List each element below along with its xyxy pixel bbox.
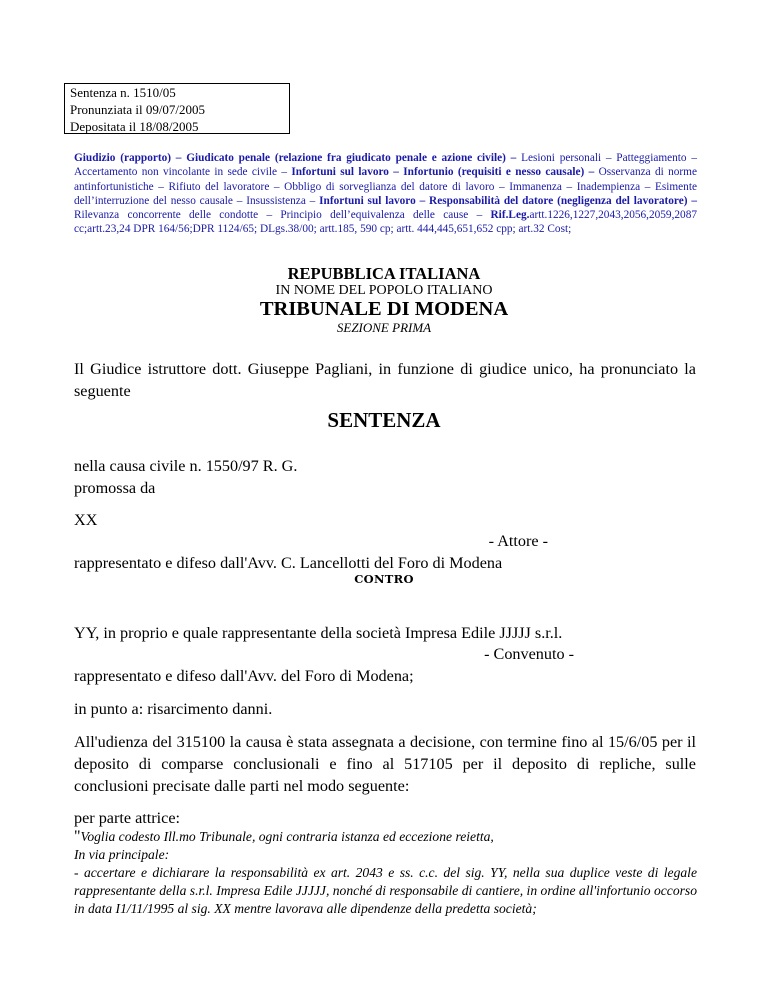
abstract-text-1: Lesioni personali – Patteggiamento – Accertamento non vincolante in sede civile –	[74, 152, 697, 179]
conclusion-text-1: Voglia codesto Ill.mo Tribunale, ogni contraria istanza ed eccezione reietta,	[80, 829, 494, 844]
causa-line-1: nella causa civile n. 1550/97 R. G.	[74, 457, 298, 475]
abstract-bold-4: Rif.Leg.	[482, 209, 530, 222]
convenuto-difeso: rappresentato e difeso dall'Avv. del Foro di Modena;	[74, 667, 414, 685]
conclusion-line-2: In via principale:	[74, 847, 170, 862]
conclusion-line-1	[74, 828, 697, 846]
abstract-text-2: Osservanza di norme antinfortunistiche – Rifiuto del lavoratore – Obbligo di sorveglianza del datore di lavoro – Immanenza – Inadempienza – Esimente dell’interruzione del nesso causale – Insussistenza –	[74, 166, 697, 207]
abstract-bold-3: Infortuni sul lavoro – Responsabilità del datore (negligenza del lavoratore) –	[315, 194, 698, 207]
heading-tribunale: TRIBUNALE DI MODENA	[259, 298, 509, 320]
sentence-number: Sentenza n. 1510/05	[70, 85, 176, 100]
abstract-bold-1: Giudizio (rapporto) – Giudicato penale (relazione fra giudicato penale e azione civile) –	[74, 152, 517, 164]
udienza-paragraph: All'udienza del 315100 la causa è stata assegnata a decisione, con termine fino al 15/6/05 per il deposito di comparse conclusionali e fino al 517105 per il deposito di repliche, sulle conclusioni precisate dalle parti nel modo seguente:	[74, 733, 696, 795]
heading-popolo: IN NOME DEL POPOLO ITALIANO	[275, 283, 493, 298]
opening-quote: "	[74, 828, 81, 845]
abstract-text-4: artt.1226,1227,2043,2056,2059,2087 cc;artt.23,24 DPR 164/56;DPR 1124/65; DLgs.38/00; artt.185, 590 cp; artt. 444,445,651,652 cpp; art.32 Cost;	[74, 209, 697, 236]
sentenza-title: SENTENZA	[327, 408, 441, 432]
parte-attrice-label: per parte attrice:	[74, 809, 181, 827]
conclusion-line-3: - accertare e dichiarare la responsabilità ex art. 2043 e ss. c.c. del sig. YY, nella sua duplice veste di legale rappresentante della s.r.l. Impresa Edile JJJJJ, nonché di responsabile di cantiere, in ordine all'infortunio occorso in data I1/11/1995 al sig. XX mentre lavorava alle dipendenze della predetta società;	[74, 865, 697, 916]
heading-sezione: SEZIONE PRIMA	[336, 320, 432, 335]
attore-role: - Attore -	[488, 532, 548, 550]
heading-repubblica: REPUBBLICA ITALIANA	[287, 264, 481, 283]
deposited-date: Depositata il 18/08/2005	[70, 119, 199, 134]
abstract-keywords	[74, 151, 697, 237]
convenuto-role: - Convenuto -	[484, 645, 574, 663]
punto-line: in punto a: risarcimento danni.	[74, 700, 273, 718]
pronounced-date: Pronunziata il 09/07/2005	[70, 102, 206, 117]
convenuto-name: YY, in proprio e quale rappresentante della società Impresa Edile JJJJJ s.r.l.	[74, 624, 563, 642]
attore-difeso: rappresentato e difeso dall'Avv. C. Lancellotti del Foro di Modena	[74, 554, 503, 572]
causa-line-2: promossa da	[74, 479, 156, 497]
contro-heading: CONTRO	[354, 572, 414, 586]
intro-paragraph: Il Giudice istruttore dott. Giuseppe Pagliani, in funzione di giudice unico, ha pronunciato la seguente	[74, 360, 696, 400]
abstract-text-3: Rilevanza concorrente delle condotte – Principio dell’equivalenza delle cause –	[74, 209, 483, 222]
attore-name: XX	[74, 511, 98, 529]
abstract-bold-2: Infortuni sul lavoro – Infortunio (requisiti e nesso causale) –	[287, 166, 595, 179]
sentence-info-box	[64, 83, 290, 134]
